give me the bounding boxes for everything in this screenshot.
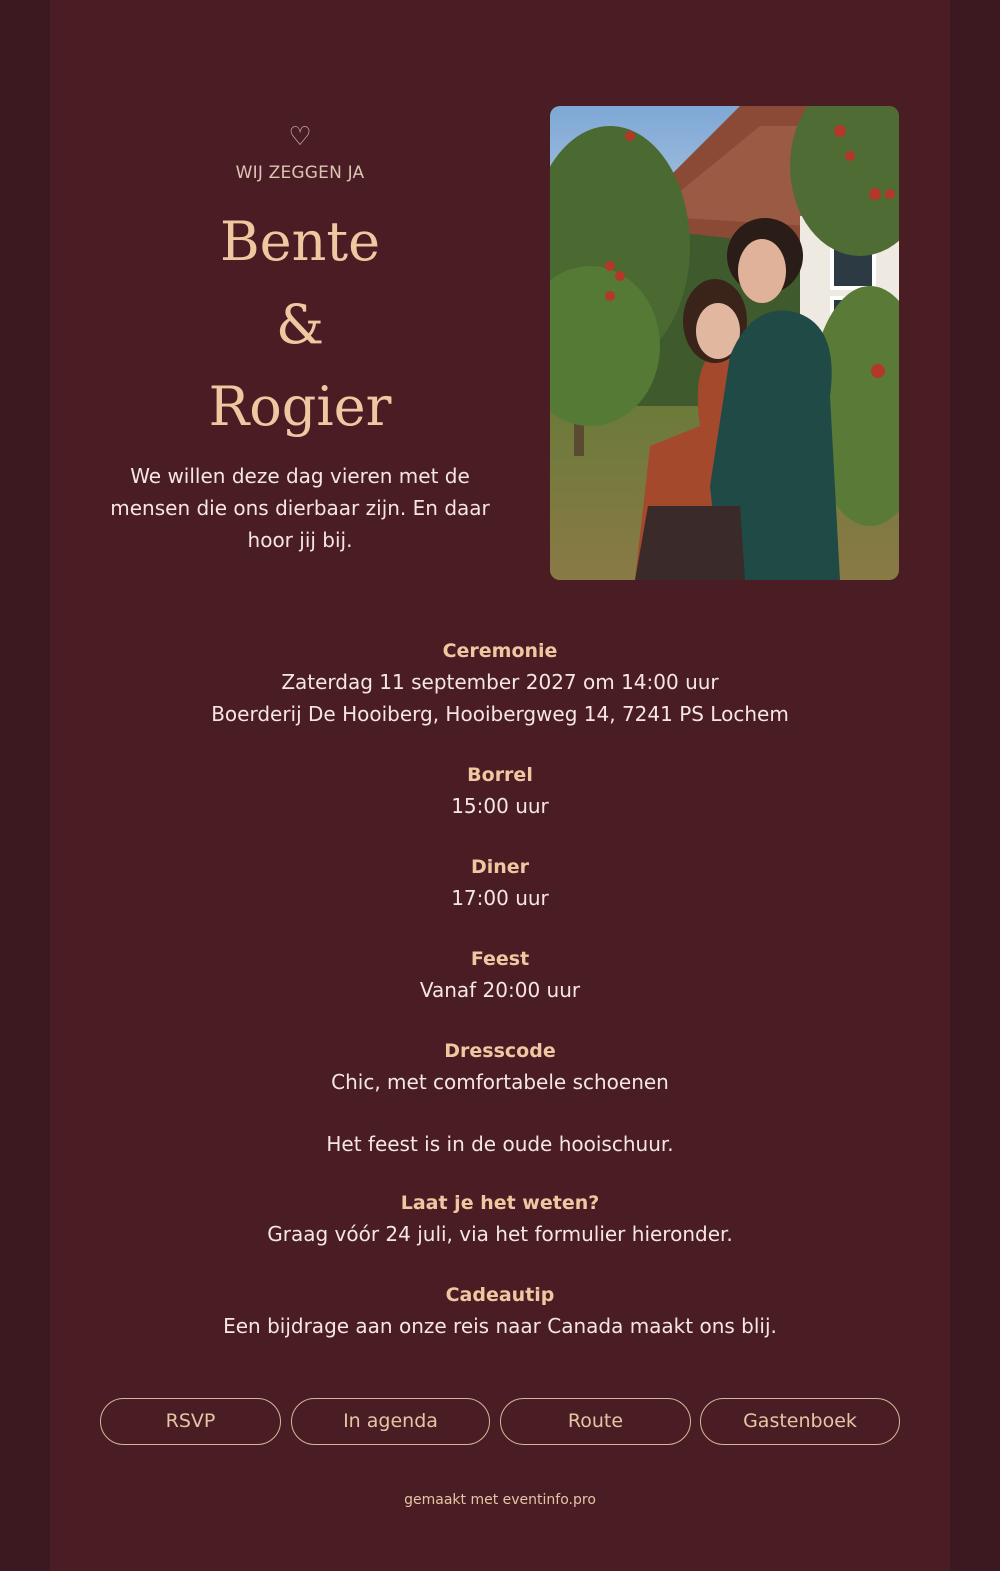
rsvp-block [50, 1188, 950, 1250]
add-to-calendar-button[interactable]: In agenda [291, 1398, 490, 1445]
gift-text: Een bijdrage aan onze reis naar Canada maakt ons blij. [223, 1314, 777, 1338]
ceremony-block [50, 636, 950, 730]
intro-text: We willen deze dag vieren met de mensen die ons dierbaar zijn. En daar hoor jij bij. [110, 464, 490, 552]
dinner-block [50, 852, 950, 914]
dresscode-text: Chic, met comfortabele schoenen [331, 1070, 669, 1094]
ceremony-label: Ceremonie [442, 640, 558, 662]
ceremony-date: Zaterdag 11 september 2027 om 14:00 uur [281, 670, 719, 694]
eyebrow-text: WIJ ZEGGEN JA [235, 163, 365, 183]
partner-name-1: Bente [219, 210, 381, 273]
action-buttons [50, 1398, 950, 1445]
event-details [50, 636, 950, 1372]
party-time: Vanaf 20:00 uur [419, 978, 581, 1002]
partner-name-2: Rogier [208, 375, 392, 438]
heart-outline-icon: ♡ [288, 122, 312, 152]
rsvp-button[interactable]: RSVP [100, 1398, 281, 1445]
gift-label: Cadeautip [445, 1284, 555, 1306]
venue-note-block [50, 1128, 950, 1160]
rsvp-label: Laat je het weten? [400, 1192, 600, 1214]
route-button[interactable]: Route [500, 1398, 691, 1445]
dinner-time: 17:00 uur [451, 886, 549, 910]
drinks-label: Borrel [467, 764, 533, 786]
dinner-label: Diner [470, 856, 530, 878]
dresscode-block [50, 1036, 950, 1098]
party-label: Feest [470, 948, 530, 970]
drinks-time: 15:00 uur [451, 794, 549, 818]
drinks-block [50, 760, 950, 822]
venue-note: Het feest is in de oude hooischuur. [326, 1132, 674, 1156]
ceremony-location: Boerderij De Hooiberg, Hooibergweg 14, 7241 PS Lochem [211, 702, 789, 726]
couple-photo [550, 106, 899, 580]
party-block [50, 944, 950, 1006]
footer-credit[interactable]: gemaakt met eventinfo.pro [404, 1492, 596, 1508]
guestbook-button[interactable]: Gastenboek [700, 1398, 900, 1445]
gift-block [50, 1280, 950, 1342]
ampersand: & [275, 293, 325, 356]
invitation-page [50, 0, 950, 1571]
rsvp-text: Graag vóór 24 juli, via het formulier hieronder. [267, 1222, 733, 1246]
dresscode-label: Dresscode [444, 1040, 556, 1062]
